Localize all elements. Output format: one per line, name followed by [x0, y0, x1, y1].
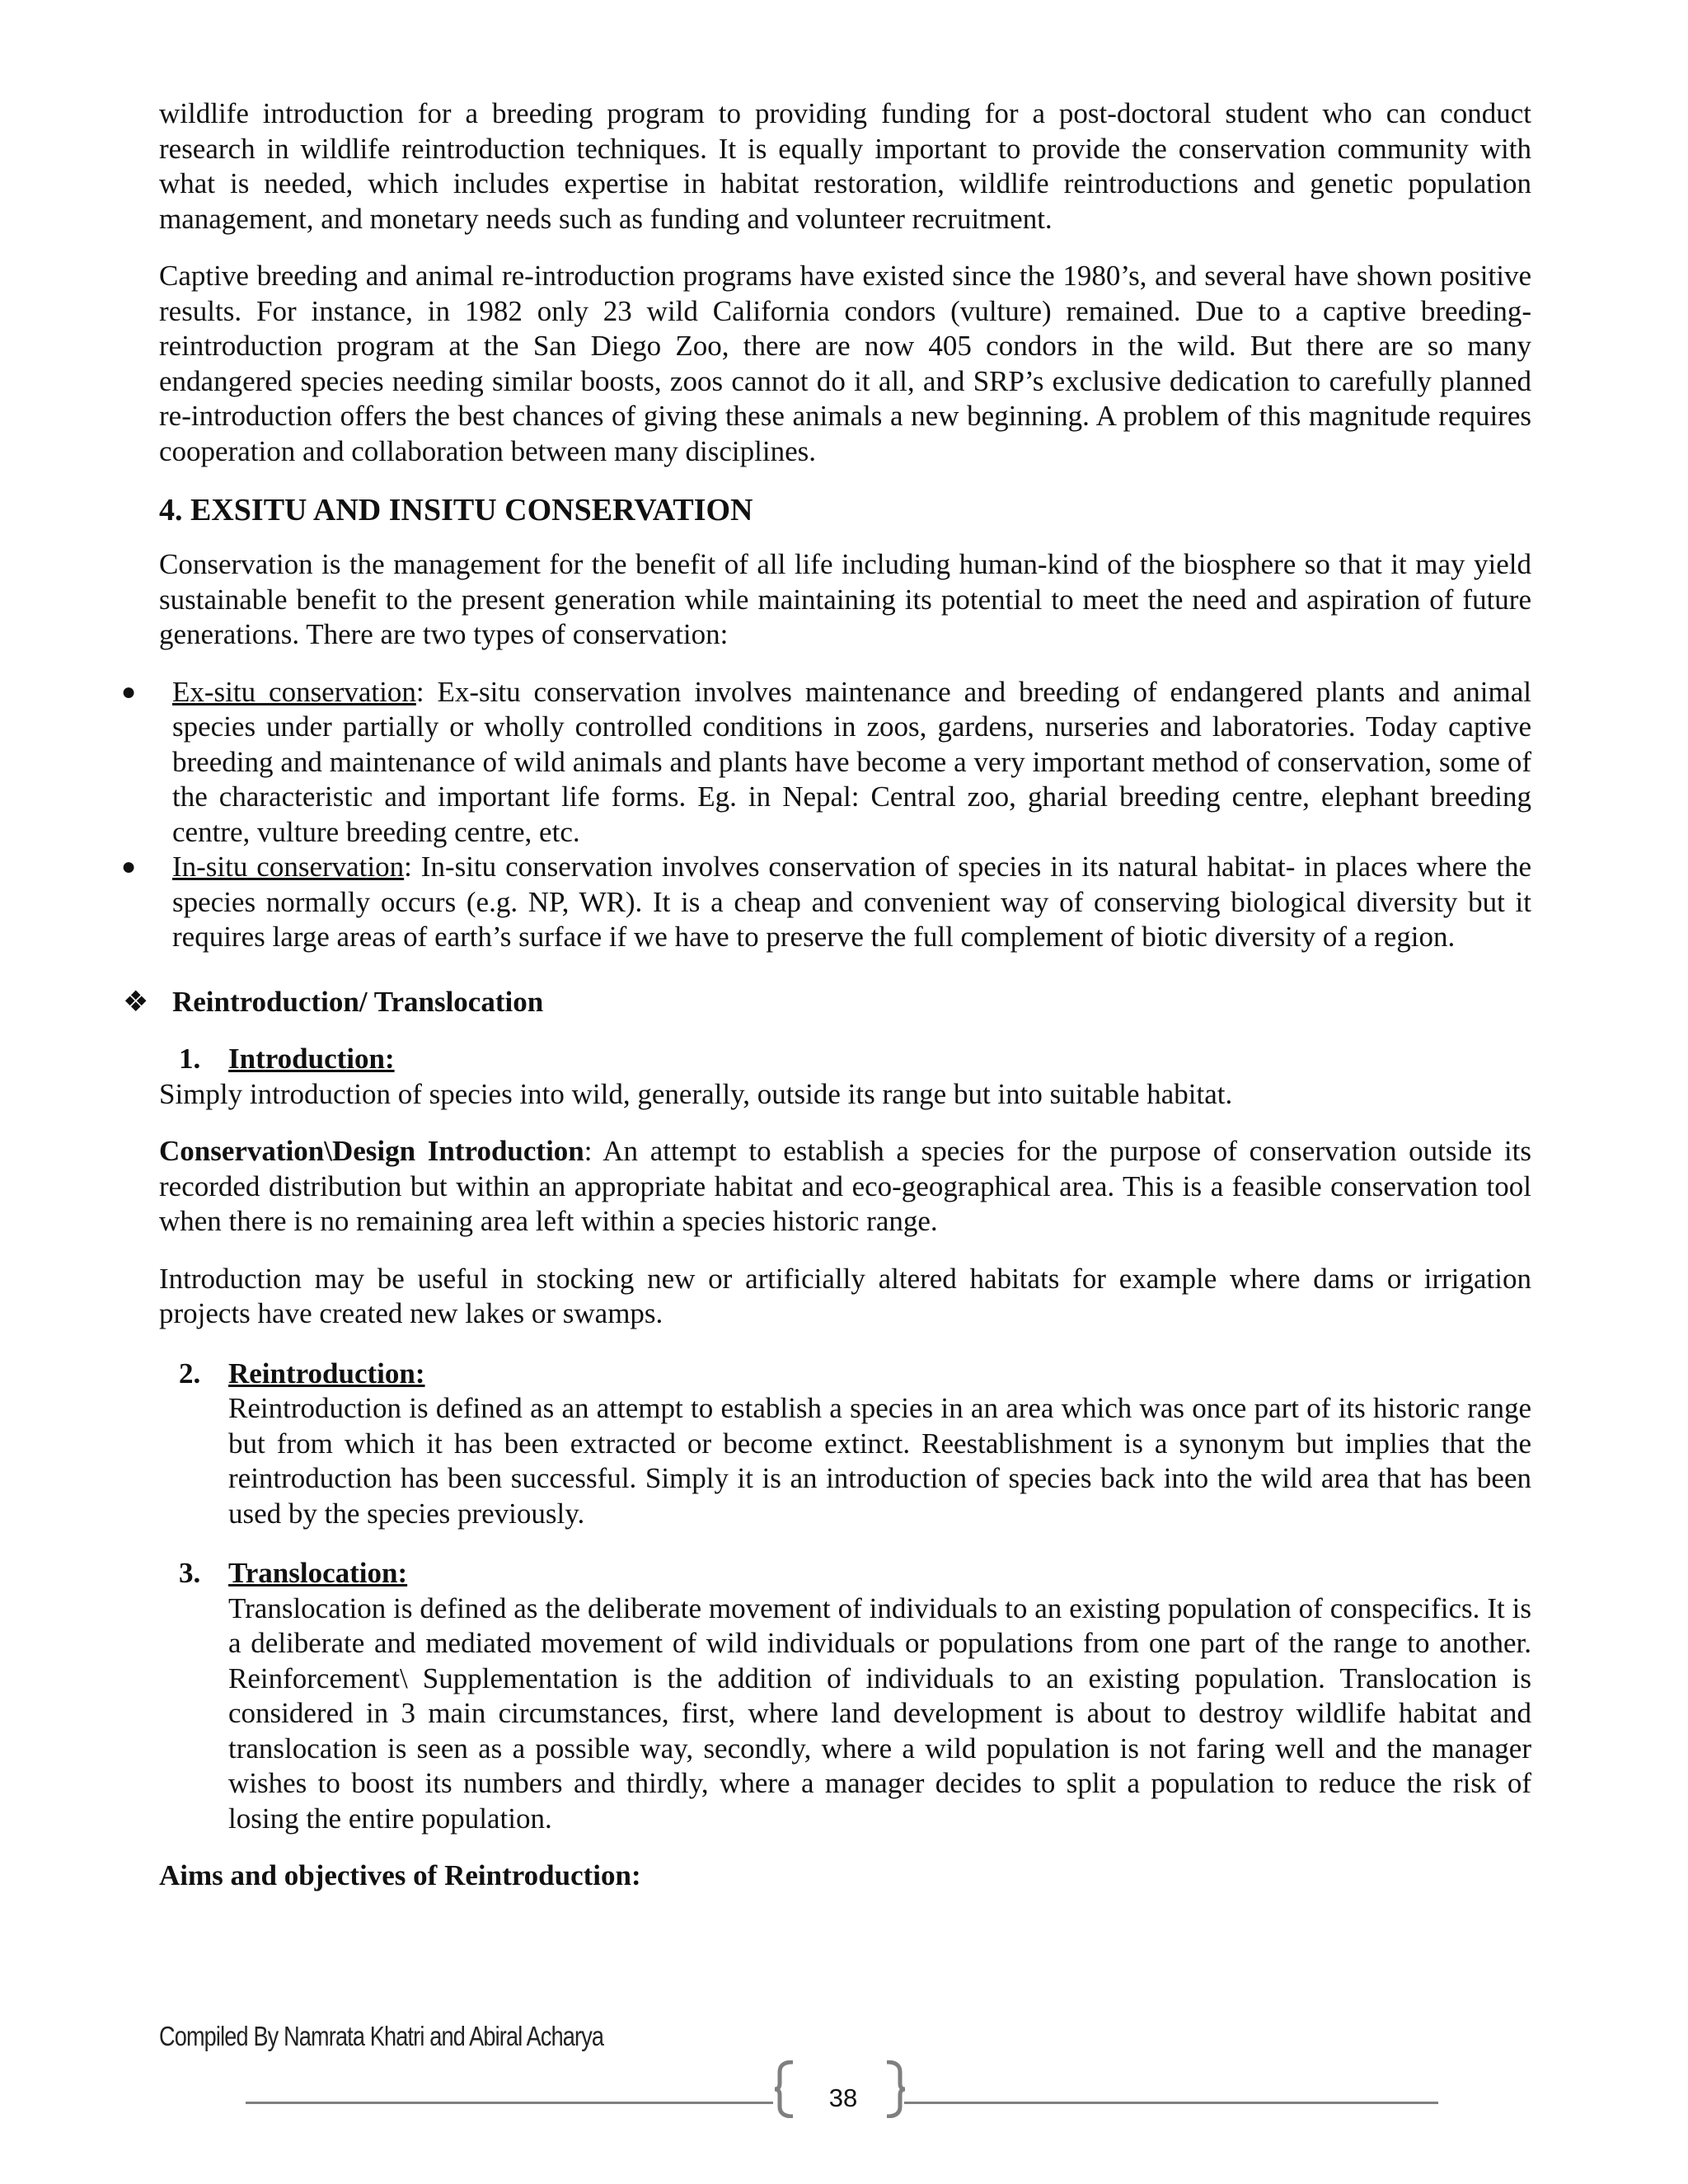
right-bracket-icon — [882, 2060, 907, 2118]
text-exsitu: : Ex-situ conservation involves maintenance and breeding of endangered plants and animal species under partially or wholly controlled conditions in zoos, gardens, nurseries and laboratories. Today captive breeding and maintenance of wild animals and plants have become a very important method of conservation, some of the characteristic and important life forms. Eg. in Nepal: Central zoo, gharial breeding centre, elephant breeding centre, vulture breeding centre, etc. — [172, 675, 1532, 848]
paragraph-conservation-definition: Conservation is the management for the benefit of all life including human-kind of the biosphere so that it may yield sustainable benefit to the present generation while maintaining its potential to meet the need and aspiration of future generations. There are two types of conservation: — [159, 548, 1531, 650]
numbered-heading-title: Translocation: — [228, 1557, 408, 1589]
footer-rule-right — [904, 2102, 1438, 2104]
page-content — [121, 96, 1532, 1894]
left-bracket-icon — [773, 2060, 798, 2118]
paragraph-introduction-definition: Simply introduction of species into wild, generally, outside its range but into suitable habitat. — [159, 1077, 1233, 1110]
paragraph-wildlife-introduction: wildlife introduction for a breeding program to providing funding for a post-doctoral student who can conduct research in wildlife reintroduction techniques. It is equally important to provide the conservation community with what is needed, which includes expertise in habitat restoration, wildlife reintroductions and genetic population management, and monetary needs such as funding and volunteer recruitment. — [159, 97, 1531, 235]
number-label: 3. — [179, 1557, 201, 1589]
paragraph-conservation-design-introduction — [159, 1134, 1531, 1240]
subsection-heading-text: Reintroduction/ Translocation — [172, 985, 544, 1018]
numbered-heading-title: Reintroduction: — [228, 1357, 425, 1390]
conservation-types-list — [121, 675, 1532, 955]
paragraph-introduction-useful: Introduction may be useful in stocking new or artificially altered habitats for example where dams or irrigation projects have created new lakes or swamps. — [159, 1262, 1531, 1329]
paragraph-captive-breeding: Captive breeding and animal re-introduction programs have existed since the 1980’s, and several have shown positive results. For instance, in 1982 only 23 wild California condors (vulture) remained. Due to a captive breeding-reintroduction program at the San Diego Zoo, there are now 405 condors in the wild. But there are so many endangered species needing similar boosts, zoos cannot do it all, and SRP’s exclusive dedication to carefully planned re-introduction offers the best chances of giving these animals a new beginning. A problem of this magnitude requires cooperation and collaboration between many disciplines. — [159, 260, 1531, 467]
number-label: 2. — [179, 1357, 201, 1390]
term-conservation-design: Conservation\Design Introduction — [159, 1135, 584, 1167]
bullet-icon: ● — [121, 677, 137, 705]
subsection-heading-reintroduction-translocation — [123, 985, 1531, 1020]
footer-compiled-by: Compiled By Namrata Khatri and Abiral Acharya — [159, 2021, 604, 2051]
section-heading-exsitu-insitu: 4. EXSITU AND INSITU CONSERVATION — [159, 493, 753, 527]
paragraph-translocation-definition: Translocation is defined as the deliberate movement of individuals to an existing population of conspecifics. It is a deliberate and mediated movement of wild individuals or populations from one part of the range to another. Reinforcement\ Supplementation is the addition of individuals to an existing population. Translocation is considered in 3 main circumstances, first, where land development is about to destroy wildlife habitat and translocation is seen as a possible way, secondly, where a wild population is not faring well and the manager wishes to boost its numbers and thirdly, where a manager decides to split a population to reduce the risk of losing the entire population. — [228, 1591, 1531, 1835]
paragraph-reintroduction-definition: Reintroduction is defined as an attempt to establish a species in an area which was once part of its historic range but from which it has been extracted or become extinct. Reestablishment is a synonym but implies that the reintroduction has been successful. Simply it is an introduction of species back into the wild area that has been used by the species previously. — [228, 1392, 1531, 1530]
page-number: 38 — [828, 2083, 858, 2112]
number-label: 1. — [179, 1043, 201, 1075]
term-exsitu: Ex-situ conservation — [172, 675, 416, 708]
text-insitu: : In-situ conservation involves conservation of species in its natural habitat- in places where the species normally occurs (e.g. NP, WR). It is a cheap and convenient way of conserving biological diversity but it requires large areas of earth’s surface if we have to preserve the full complement of biotic diversity of a region. — [172, 851, 1531, 953]
footer-rule-left — [246, 2102, 773, 2104]
numbered-heading-translocation — [179, 1556, 1531, 1591]
numbered-heading-introduction — [179, 1042, 1531, 1077]
bullet-icon: ● — [121, 853, 137, 880]
numbered-heading-reintroduction — [179, 1357, 1531, 1392]
list-item-insitu — [121, 850, 1531, 955]
aims-objectives-heading: Aims and objectives of Reintroduction: — [159, 1859, 641, 1891]
numbered-heading-title: Introduction: — [228, 1043, 395, 1075]
term-insitu: In-situ conservation — [172, 851, 405, 883]
text-conservation-design: : An attempt to establish a species for the purpose of conservation outside its recorded distribution but within an appropriate habitat and eco-geographical area. This is a feasible conservation tool when there is no remaining area left within a species historic range. — [159, 1135, 1531, 1237]
four-diamond-icon: ❖ — [123, 985, 149, 1018]
list-item-exsitu — [121, 675, 1532, 851]
